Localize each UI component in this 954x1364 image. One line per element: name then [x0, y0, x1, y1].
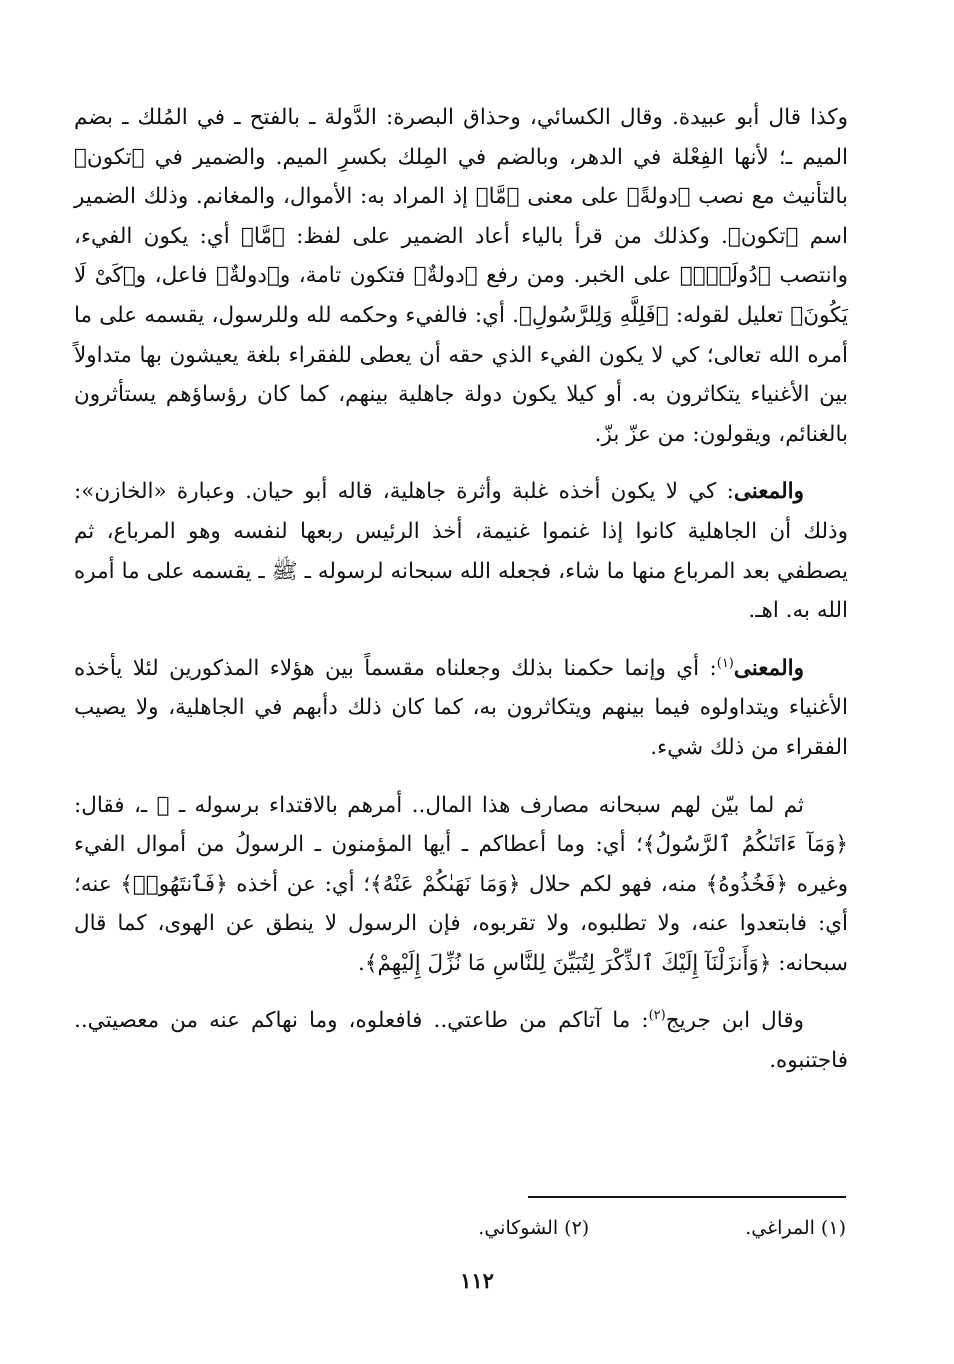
- page-body: [74, 98, 848, 1099]
- paragraph-3-text: : أي وإنما حكمنا بذلك وجعلناه مقسماً بين هؤلاء المذكورين لئلا يأخذه الأغنياء ويتداولوه فيما بينهم ويتكاثرون به، كما كان ذلك دأبهم في الجاهلية، ولا يصيب الفقراء من ذلك شيء.: [74, 655, 848, 760]
- footnote-ref-2[interactable]: (٢): [648, 1008, 666, 1024]
- paragraph-1-text: وكذا قال أبو عبيدة. وقال الكسائي، وحذاق البصرة: الدَّولة ـ بالفتح ـ في المُلك ـ بضم الميم ـ؛ لأنها الفِعْلة في الدهر، وبالضم في المِلك بكسرِ الميم. والضمير في ﴿تكون﴾ بالتأنيث مع نصب ﴿دولةً﴾ على معنى ﴿مَّا﴾ إذ المراد به: الأموال، والمغانم. وذلك الضمير اسم ﴿تكون﴾. وكذلك من قرأ بالياء أعاد الضمير على لفظ: ﴿مَّا﴾ أي: يكون الفيء، وانتصب ﴿دُولَةَۢ﴾ على الخبر. ومن رفع ﴿دولةٌ﴾ فتكون تامة، و﴿دولةٌ﴾ فاعل، و﴿كَىْ لَا يَكُونَ﴾ تعليل لقوله: ﴿فَلِلَّهِ وَلِلرَّسُولِ﴾. أي: فالفيء وحكمه لله وللرسول، يقسمه على ما أمره الله تعالى؛ كي لا يكون الفيء الذي حقه أن يعطى للفقراء بلغة يعيشون بها متداولاً بين الأغنياء يتكاثرون به. أو كيلا يكون دولة جاهلية بينهم، كما كان رؤساؤهم يستأثرون بالغنائم، ويقولون: من عزّ بزّ.: [74, 105, 848, 447]
- paragraph-2: [74, 472, 848, 630]
- paragraph-4: [74, 786, 848, 984]
- paragraph-3-lead: والمعنى: [733, 655, 804, 681]
- page-number: ١١٢: [460, 1268, 494, 1293]
- footnote-2: (٢) الشوكاني.: [478, 1217, 590, 1239]
- paragraph-2-lead: والمعنى: [733, 479, 804, 505]
- paragraph-5-text: وقال ابن جريج: [665, 1008, 805, 1034]
- paragraph-5-text-after: : ما آتاكم من طاعتي.. فافعلوه، وما نهاكم عنه من معصيتي.. فاجتنبوه.: [74, 1008, 848, 1074]
- footnote-ref-1[interactable]: (١): [716, 655, 734, 671]
- paragraph-5: [74, 1001, 848, 1080]
- footnote-1: (١) المراغي.: [745, 1217, 846, 1239]
- footnote-divider: [528, 1196, 846, 1198]
- paragraph-2-text: : كي لا يكون أخذه غلبة وأثرة جاهلية، قاله أبو حيان. وعبارة «الخازن»: وذلك أن الجاهلية كانوا إذا غنموا غنيمة، أخذ الرئيس ربعها لنفسه وهو المرباع، ثم يصطفي بعد المرباع منها ما شاء، فجعله الله سبحانه لرسوله ـ ﷺ ـ يقسمه على ما أمره الله به. اهـ.: [74, 479, 848, 624]
- paragraph-3: [74, 649, 848, 768]
- paragraph-4-text: ثم لما بيّن لهم سبحانه مصارف هذا المال.. أمرهم بالاقتداء برسوله ـ ﷺ ـ، فقال: ﴿وَمَآ ءَاتَىٰكُمُ ٱلرَّسُولُ﴾؛ أي: وما أعطاكم ـ أيها المؤمنون ـ الرسولُ من أموال الفيء وغيره ﴿فَخُذُوهُ﴾ منه، فهو لكم حلال ﴿وَمَا نَهَىٰكُمْ عَنْهُ﴾؛ أي: عن أخذه ﴿فَٱنتَهُوا۟﴾ عنه؛ أي: فابتعدوا عنه، ولا تطلبوه، ولا تقربوه، فإن الرسول لا ينطق عن الهوى، كما قال سبحانه: ﴿وَأَنزَلْنَآ إِلَيْكَ ٱلذِّكْرَ لِتُبَيِّنَ لِلنَّاسِ مَا نُزِّلَ إِلَيْهِمْ﴾.: [74, 792, 848, 976]
- paragraph-1: [74, 98, 848, 454]
- footnotes: [286, 1214, 846, 1242]
